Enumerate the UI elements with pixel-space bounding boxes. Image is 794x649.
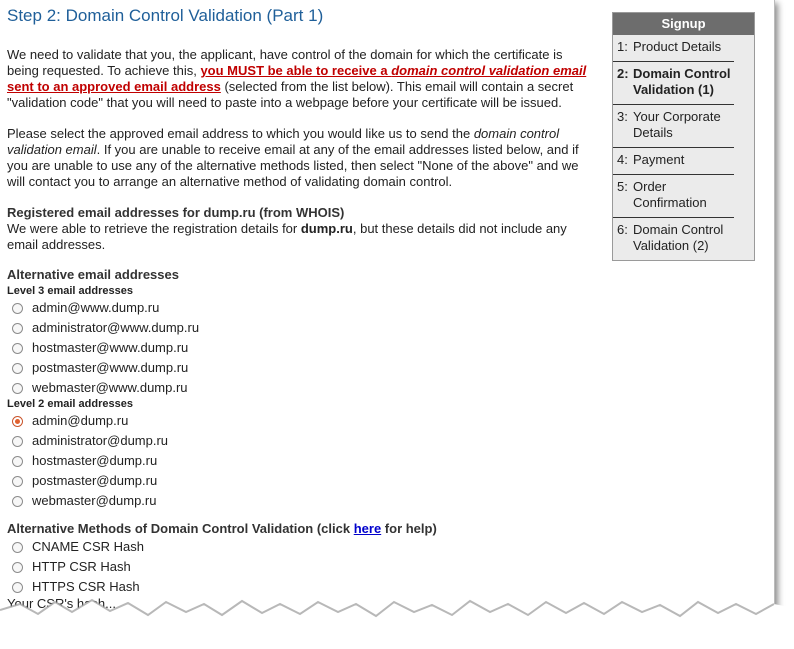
sidebar-step: [613, 175, 734, 218]
level2-email-list: [7, 411, 597, 511]
email-option[interactable]: [7, 491, 597, 511]
main-content: [7, 5, 597, 612]
email-option[interactable]: [7, 318, 597, 338]
radio-button[interactable]: [12, 436, 23, 447]
radio-label: webmaster@www.dump.ru: [32, 380, 188, 395]
step-number: 4:: [617, 152, 628, 167]
radio-label: admin@www.dump.ru: [32, 300, 160, 315]
radio-button[interactable]: [12, 562, 23, 573]
sidebar-step: [613, 148, 734, 175]
email-option[interactable]: [7, 431, 597, 451]
radio-button[interactable]: [12, 456, 23, 467]
intro-paragraph-1: We need to validate that you, the applicant, have control of the domain for which the certificate is being requested. To achieve this, you MUST be able to receive a domain control validation email sent to an approved email address (selected from the list below). This email will contain a secret "validation code" that you will need to paste into a webpage before your certificate will be issued.: [7, 47, 587, 110]
radio-label: webmaster@dump.ru: [32, 493, 157, 508]
alternative-section: [7, 267, 597, 511]
radio-button[interactable]: [12, 476, 23, 487]
radio-label: hostmaster@dump.ru: [32, 453, 158, 468]
methods-list: [7, 537, 597, 597]
registered-heading: Registered email addresses for dump.ru (from WHOIS): [7, 205, 345, 220]
step-number: 2:: [617, 66, 629, 81]
page-title: Step 2: Domain Control Validation (Part 1): [7, 6, 324, 25]
email-option[interactable]: [7, 338, 597, 358]
radio-button[interactable]: [12, 496, 23, 507]
intro-paragraph-2: Please select the approved email address to which you would like us to send the domain control validation email. If you are unable to receive email at any of the email addresses listed below, and if you are unable to use any of the alternative methods listed, then select "None of the above" and we will contact you to arrange an alternative method of validating domain control.: [7, 126, 579, 189]
step-number: 3:: [617, 109, 628, 124]
email-option[interactable]: [7, 411, 597, 431]
email-option[interactable]: [7, 358, 597, 378]
step-label: Payment: [633, 152, 685, 167]
step-label: Domain Control Validation (1): [633, 66, 731, 97]
radio-button[interactable]: [12, 383, 23, 394]
step-label: Your Corporate Details: [633, 109, 721, 140]
registered-section: [7, 205, 597, 253]
email-option[interactable]: [7, 451, 597, 471]
radio-button[interactable]: [12, 323, 23, 334]
sidebar-step: [613, 62, 734, 105]
step-number: 5:: [617, 179, 628, 194]
email-option[interactable]: [7, 471, 597, 491]
sidebar-step: [613, 105, 734, 148]
radio-button[interactable]: [12, 542, 23, 553]
signup-sidebar: [612, 12, 755, 261]
radio-label: HTTPS CSR Hash: [32, 579, 140, 594]
sidebar-step: [613, 218, 734, 260]
email-option[interactable]: [7, 378, 597, 398]
radio-label: administrator@dump.ru: [32, 433, 169, 448]
sidebar-title: Signup: [613, 13, 754, 35]
methods-heading: Alternative Methods of Domain Control Validation (click here for help): [7, 521, 437, 536]
radio-label: postmaster@dump.ru: [32, 473, 158, 488]
step-number: 6:: [617, 222, 628, 237]
help-link[interactable]: here: [353, 521, 382, 536]
sidebar-steps: [613, 35, 754, 260]
sidebar-step: [613, 35, 734, 62]
alternative-heading: Alternative email addresses: [7, 267, 179, 282]
step-label: Domain Control Validation (2): [633, 222, 724, 253]
radio-button[interactable]: [12, 303, 23, 314]
step-label: Product Details: [633, 39, 722, 54]
email-option[interactable]: [7, 298, 597, 318]
radio-label: HTTP CSR Hash: [32, 559, 131, 574]
radio-label: administrator@www.dump.ru: [32, 320, 200, 335]
step-number: 1:: [617, 39, 628, 54]
level3-email-list: [7, 298, 597, 398]
radio-label: admin@dump.ru: [32, 413, 129, 428]
registered-text: We were able to retrieve the registration details for dump.ru, but these details did not include any email addresses.: [7, 221, 567, 252]
level2-label: Level 2 email addresses: [7, 398, 133, 410]
method-option[interactable]: [7, 537, 597, 557]
radio-label: CNAME CSR Hash: [32, 539, 144, 554]
radio-label: postmaster@www.dump.ru: [32, 360, 189, 375]
csr-hash-text: Your CSR's hash...: [7, 596, 116, 611]
method-option[interactable]: [7, 557, 597, 577]
radio-button[interactable]: [12, 363, 23, 374]
step-label: Order Confirmation: [633, 179, 707, 210]
level3-label: Level 3 email addresses: [7, 285, 133, 297]
requirement-warning: you MUST be able to receive a domain control validation email sent to an approved email address: [7, 63, 587, 94]
radio-label: hostmaster@www.dump.ru: [32, 340, 189, 355]
radio-button[interactable]: [12, 343, 23, 354]
torn-edge-decoration: [0, 590, 794, 649]
radio-button[interactable]: [12, 416, 23, 427]
